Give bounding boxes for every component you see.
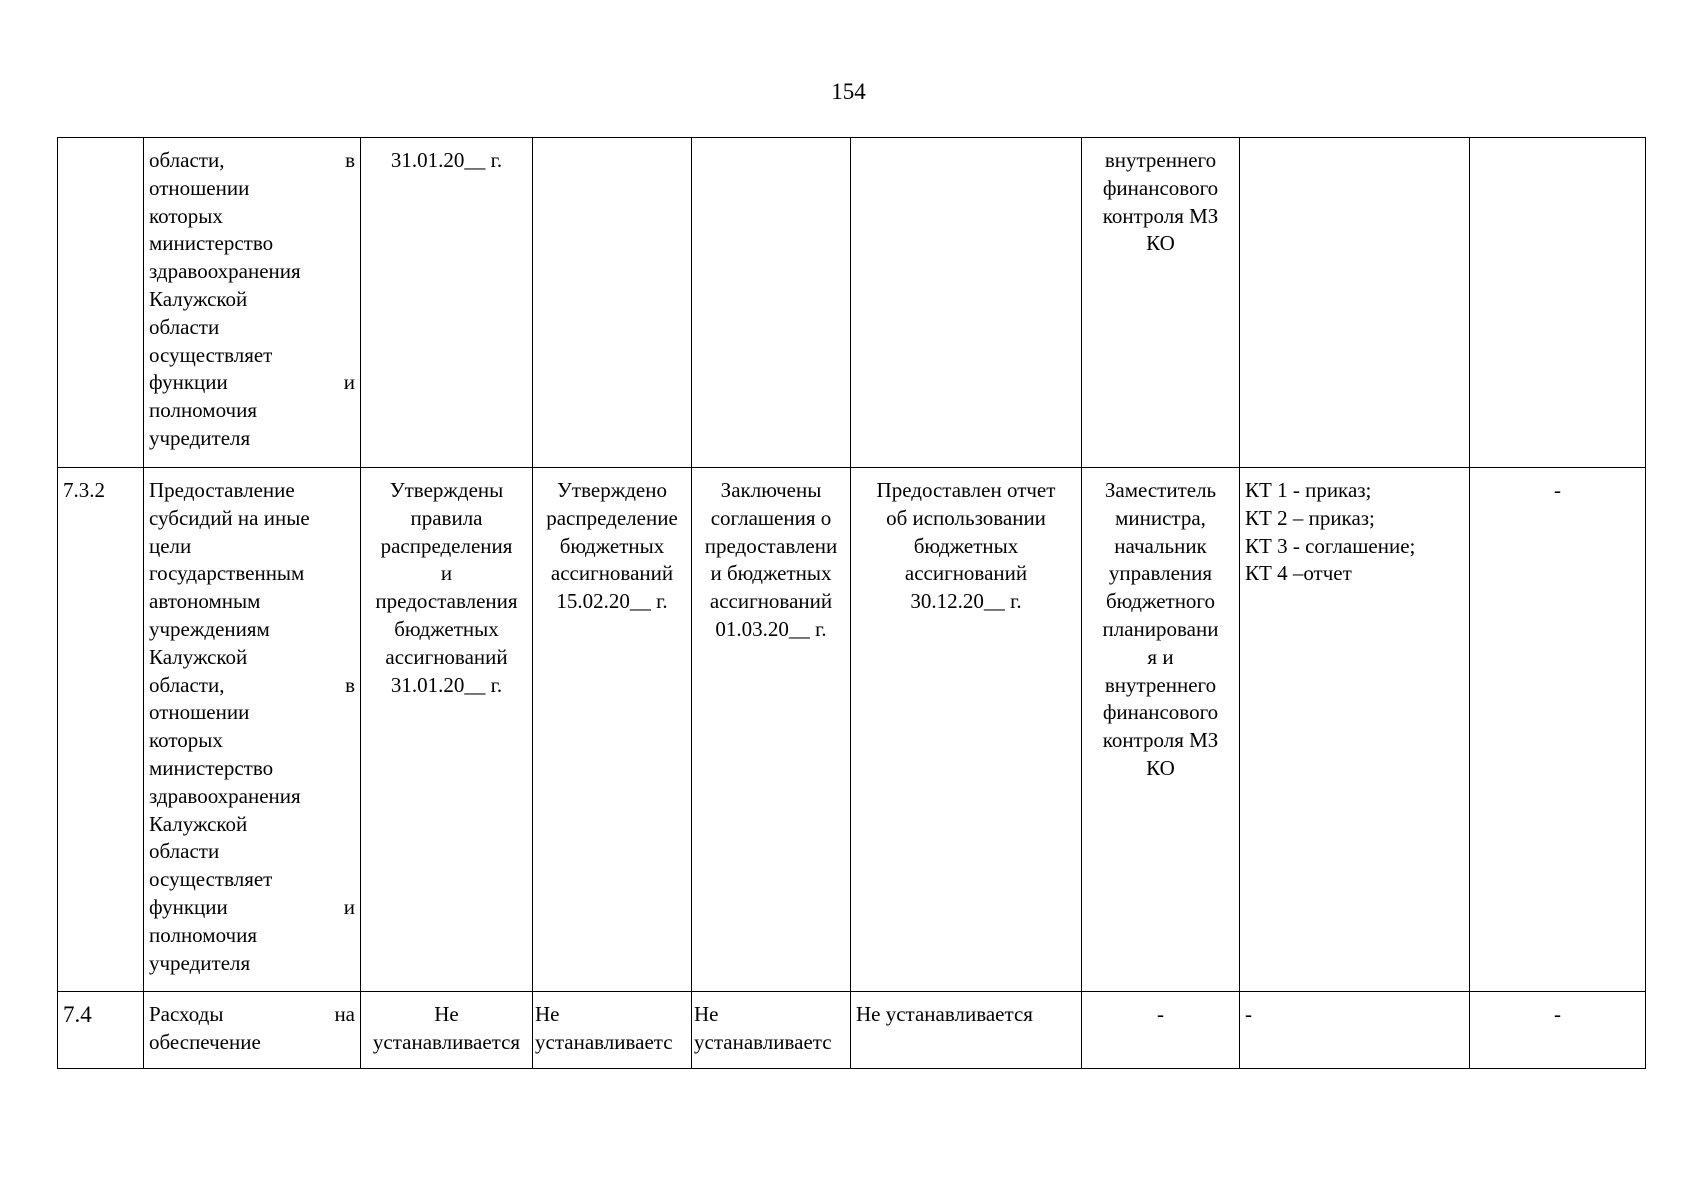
cell-line: - [1157, 1002, 1164, 1026]
cell-line: внутреннего [1104, 148, 1217, 172]
cell-line-word: на [334, 1002, 355, 1026]
cell-line: полномочия [149, 398, 257, 423]
cell-line: - [1554, 1002, 1561, 1026]
cell-line: осуществляет [149, 342, 273, 367]
cell-line [149, 369, 355, 397]
cell-line: 31.01.20__ г. [390, 672, 503, 697]
table-body [58, 138, 1646, 1069]
cell-line: бюджетных [559, 533, 665, 558]
cell-line: отношении [149, 175, 250, 200]
row-number: 7.3.2 [63, 478, 105, 502]
cell-line: министерство [149, 755, 274, 780]
cell-line: государственным [149, 561, 305, 586]
cell-note [1470, 992, 1646, 1069]
cell-line: КО [1146, 231, 1175, 256]
cell-line-word: Расходы [149, 1002, 224, 1026]
cell-line: учреждениям [149, 616, 270, 641]
cell-line-word: функции [149, 894, 228, 919]
cell-line: отношении [149, 700, 250, 725]
cell-line: и бюджетных [710, 561, 832, 586]
cell-line: ассигнований [904, 561, 1028, 586]
cell-line: устанавливаетс [694, 1029, 832, 1054]
cell-line: бюджетных [913, 533, 1019, 558]
row-number: 7.4 [63, 1002, 92, 1027]
cell-checkpoint-2 [533, 992, 692, 1069]
cell-line: ассигнований [385, 644, 508, 669]
cell-line [149, 1001, 355, 1029]
cell-line: учредителя [149, 950, 251, 975]
cell-line: бюджетных [394, 616, 499, 641]
cell-line: ассигнований [709, 589, 833, 614]
cell-documents [1240, 138, 1470, 468]
cell-line: Предоставлен отчет [876, 478, 1056, 502]
cell-line: контроля МЗ [1102, 728, 1219, 753]
cell-checkpoint-4 [851, 468, 1082, 992]
cell-line: внутреннего [1104, 672, 1217, 697]
table-row [58, 992, 1646, 1069]
cell-line: Заключены [720, 478, 822, 502]
cell-line: Утверждены [389, 478, 504, 502]
cell-line: министерство [149, 231, 274, 256]
cell-checkpoint-1 [361, 468, 533, 992]
cell-line: 01.03.20__ г. [715, 616, 827, 641]
cell-line: начальник [1114, 533, 1207, 558]
cell-line: Не [434, 1002, 459, 1026]
cell-line: финансового [1102, 175, 1219, 200]
cell-note [1470, 468, 1646, 992]
cell-line: предоставлени [704, 533, 838, 558]
cell-checkpoint-2 [533, 468, 692, 992]
cell-checkpoint-1 [361, 138, 533, 468]
cell-line: Утверждено [557, 478, 667, 502]
cell-line: соглашения о [710, 505, 832, 530]
cell-name [144, 468, 361, 992]
cell-checkpoint-2 [533, 138, 692, 468]
cell-name [144, 992, 361, 1069]
cell-line: бюджетного [1105, 589, 1216, 614]
cell-documents [1240, 468, 1470, 992]
cell-line: Предоставление [149, 478, 295, 502]
cell-line: полномочия [149, 922, 257, 947]
cell-line: - [1554, 478, 1561, 502]
cell-line-word: и [343, 370, 355, 395]
cell-line-word: области, [149, 672, 225, 697]
cell-line: 30.12.20__ г. [910, 589, 1022, 614]
cell-documents [1240, 992, 1470, 1069]
cell-line: КТ 1 - приказ; [1245, 478, 1372, 502]
cell-checkpoint-4 [851, 138, 1082, 468]
cell-line: КТ 4 –отчет [1245, 561, 1352, 586]
cell-line: цели [149, 533, 192, 558]
cell-line: Не устанавливается [856, 1002, 1033, 1026]
cell-note [1470, 138, 1646, 468]
cell-line: планировани [1102, 616, 1219, 641]
cell-line: и [440, 561, 453, 586]
cell-line: министра, [1115, 505, 1206, 530]
cell-number [58, 468, 144, 992]
cell-line-word: области, [149, 148, 225, 172]
cell-line-word: функции [149, 370, 228, 395]
table-row [58, 468, 1646, 992]
cell-line: 31.01.20__ г. [390, 148, 503, 172]
cell-line-word: в [345, 672, 355, 697]
cell-line: предоставления [375, 589, 518, 614]
cell-line: Не [535, 1002, 560, 1026]
cell-line: осуществляет [149, 867, 273, 892]
cell-line: ассигнований [550, 561, 674, 586]
cell-line: обеспечение [149, 1029, 261, 1054]
cell-line: распределение [546, 505, 678, 530]
cell-line: Калужской [149, 286, 248, 311]
cell-checkpoint-3 [692, 138, 851, 468]
cell-responsible [1082, 468, 1240, 992]
cell-line: 15.02.20__ г. [556, 589, 668, 614]
cell-line: учредителя [149, 425, 251, 450]
cell-line: области [149, 314, 220, 339]
cell-line: устанавливается [372, 1029, 521, 1054]
cell-line [149, 147, 355, 175]
cell-line: об использовании [886, 505, 1046, 530]
cell-line: - [1245, 1002, 1252, 1026]
table-row [58, 138, 1646, 468]
cell-line: автономным [149, 589, 261, 614]
cell-checkpoint-3 [692, 992, 851, 1069]
cell-line: устанавливаетс [535, 1029, 673, 1054]
cell-line: правила [410, 505, 483, 530]
cell-line: распределения [380, 533, 513, 558]
cell-line: управления [1108, 561, 1213, 586]
cell-line: здравоохранения [149, 259, 301, 284]
cell-checkpoint-3 [692, 468, 851, 992]
cell-line: Калужской [149, 644, 248, 669]
cell-line [149, 672, 355, 700]
cell-line: которых [149, 203, 223, 228]
cell-line: контроля МЗ [1102, 203, 1219, 228]
cell-line: Калужской [149, 811, 248, 836]
cell-name [144, 138, 361, 468]
cell-line: финансового [1102, 700, 1219, 725]
cell-line-word: и [343, 894, 355, 919]
cell-responsible [1082, 138, 1240, 468]
cell-line: КТ 3 - соглашение; [1245, 533, 1416, 558]
cell-line: КО [1146, 755, 1175, 780]
page-number: 154 [831, 79, 866, 104]
cell-responsible [1082, 992, 1240, 1069]
cell-line: Заместитель [1104, 478, 1217, 502]
cell-line: субсидий на иные [149, 505, 310, 530]
cell-number [58, 992, 144, 1069]
cell-number [58, 138, 144, 468]
cell-line-word: в [345, 148, 355, 172]
cell-line: Не [694, 1002, 719, 1026]
cell-line: КТ 2 – приказ; [1245, 505, 1375, 530]
cell-line: здравоохранения [149, 783, 301, 808]
cell-line: области [149, 839, 220, 864]
cell-line: которых [149, 728, 223, 753]
cell-line [149, 894, 355, 922]
cell-line: я и [1147, 644, 1174, 669]
cell-checkpoint-1 [361, 992, 533, 1069]
cell-checkpoint-4 [851, 992, 1082, 1069]
schedule-table [57, 137, 1646, 1069]
